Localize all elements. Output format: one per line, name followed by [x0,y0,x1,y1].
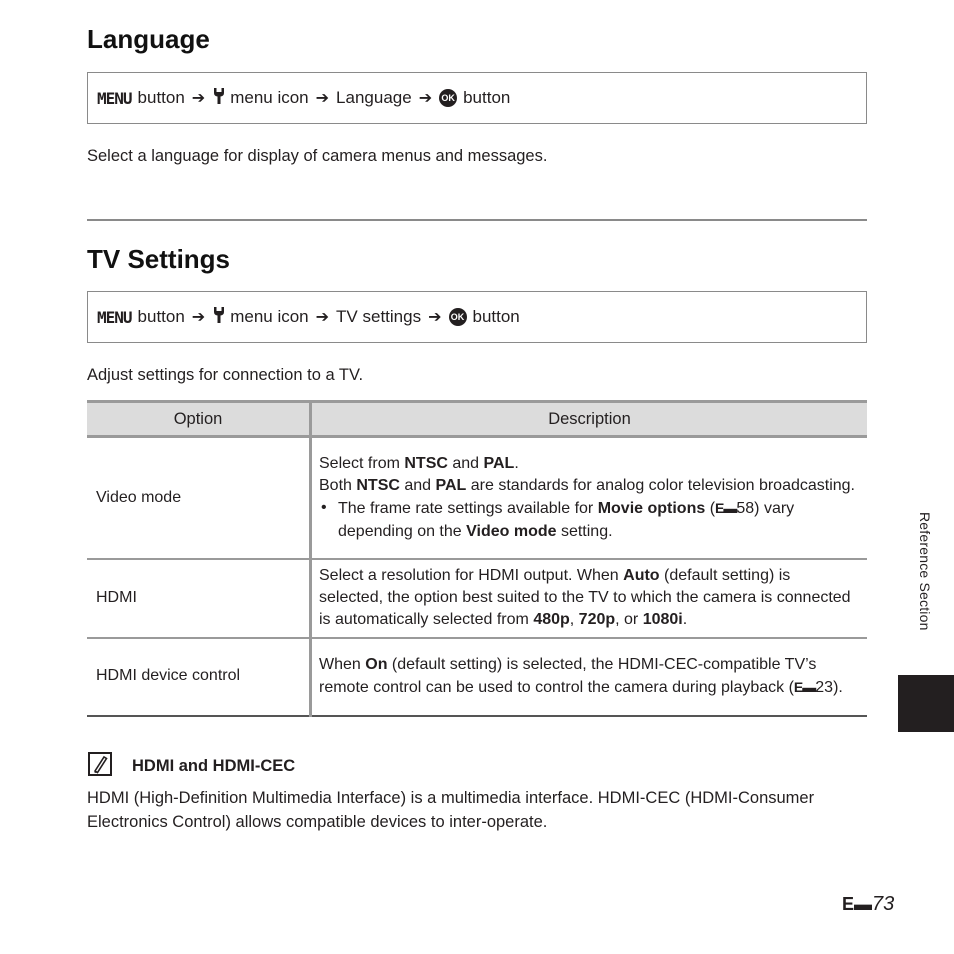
note-body: HDMI (High-Definition Multimedia Interface) is a multimedia interface. HDMI-CEC (HDMI-Consumer Electronics Control) allows compatible devices to inter-operate. [87,789,815,831]
description-cell: When On (default setting) is selected, the HDMI-CEC-compatible TV’s remote control can be used to control the camera during playback (E▬23). [311,638,868,716]
path-end-text: button [463,88,511,107]
menu-button-icon: MENU [97,307,132,327]
bullet-item: • The frame rate settings available for Movie options (E▬58) vary depending on the Video mode setting. [319,497,855,543]
page-number: E ▬ 73 [842,893,895,915]
side-tab-marker [898,675,954,732]
arrow-icon: ➔ [428,309,442,326]
table-header-row [87,402,867,437]
tv-settings-menu-path [87,291,867,343]
table-row [87,437,867,559]
column-header-description: Description [311,402,868,437]
option-cell: HDMI device control [87,638,311,716]
arrow-icon: ➔ [315,309,330,326]
language-menu-path [87,72,867,124]
table-row [87,638,867,716]
option-cell: Video mode [87,437,311,559]
table-row [87,559,867,638]
arrow-icon: ➔ [191,309,206,326]
page-number-value: 73 [872,893,895,915]
description-line: Select from NTSC and PAL. [319,454,519,472]
path-item-language: Language [336,88,412,107]
reference-section-icon: E [842,894,853,914]
ok-button-icon: OK [449,308,467,326]
language-heading: Language [87,24,210,54]
language-description: Select a language for display of camera menus and messages. [87,147,548,165]
path-item-tv-settings: TV settings [336,307,422,326]
path-menu-icon-text: menu icon [230,88,309,107]
arrow-icon: ➔ [418,90,433,107]
tv-settings-heading: TV Settings [87,244,231,274]
ok-button-icon: OK [439,89,457,107]
path-end-text: button [472,307,520,326]
wrench-icon [212,87,226,110]
path-button-text: button [137,307,185,326]
tv-settings-table [87,400,867,717]
note-title: HDMI and HDMI-CEC [132,757,296,775]
column-header-option: Option [87,402,311,437]
tv-settings-description: Adjust settings for connection to a TV. [87,366,364,384]
reference-section-icon: E [715,500,724,517]
description-cell [311,437,868,559]
pencil-note-icon [88,752,112,776]
arrow-icon: ➔ [191,90,206,107]
path-menu-icon-text: menu icon [230,307,309,326]
section-divider [87,219,867,221]
bullet-icon: • [321,499,327,517]
arrow-icon: ➔ [315,90,330,107]
menu-button-icon: MENU [97,88,132,108]
description-line: Both NTSC and PAL are standards for analog color television broadcasting. [319,476,855,494]
option-cell: HDMI [87,559,311,638]
path-button-text: button [137,88,185,107]
reference-section-icon: E [793,679,803,695]
side-tab-label: Reference Section [917,512,933,631]
description-cell: Select a resolution for HDMI output. When Auto (default setting) is selected, the option best suited to the TV to which the camera is connected is automatically selected from 480p, 720p, or 1080i. [311,559,868,638]
wrench-icon [212,306,226,329]
